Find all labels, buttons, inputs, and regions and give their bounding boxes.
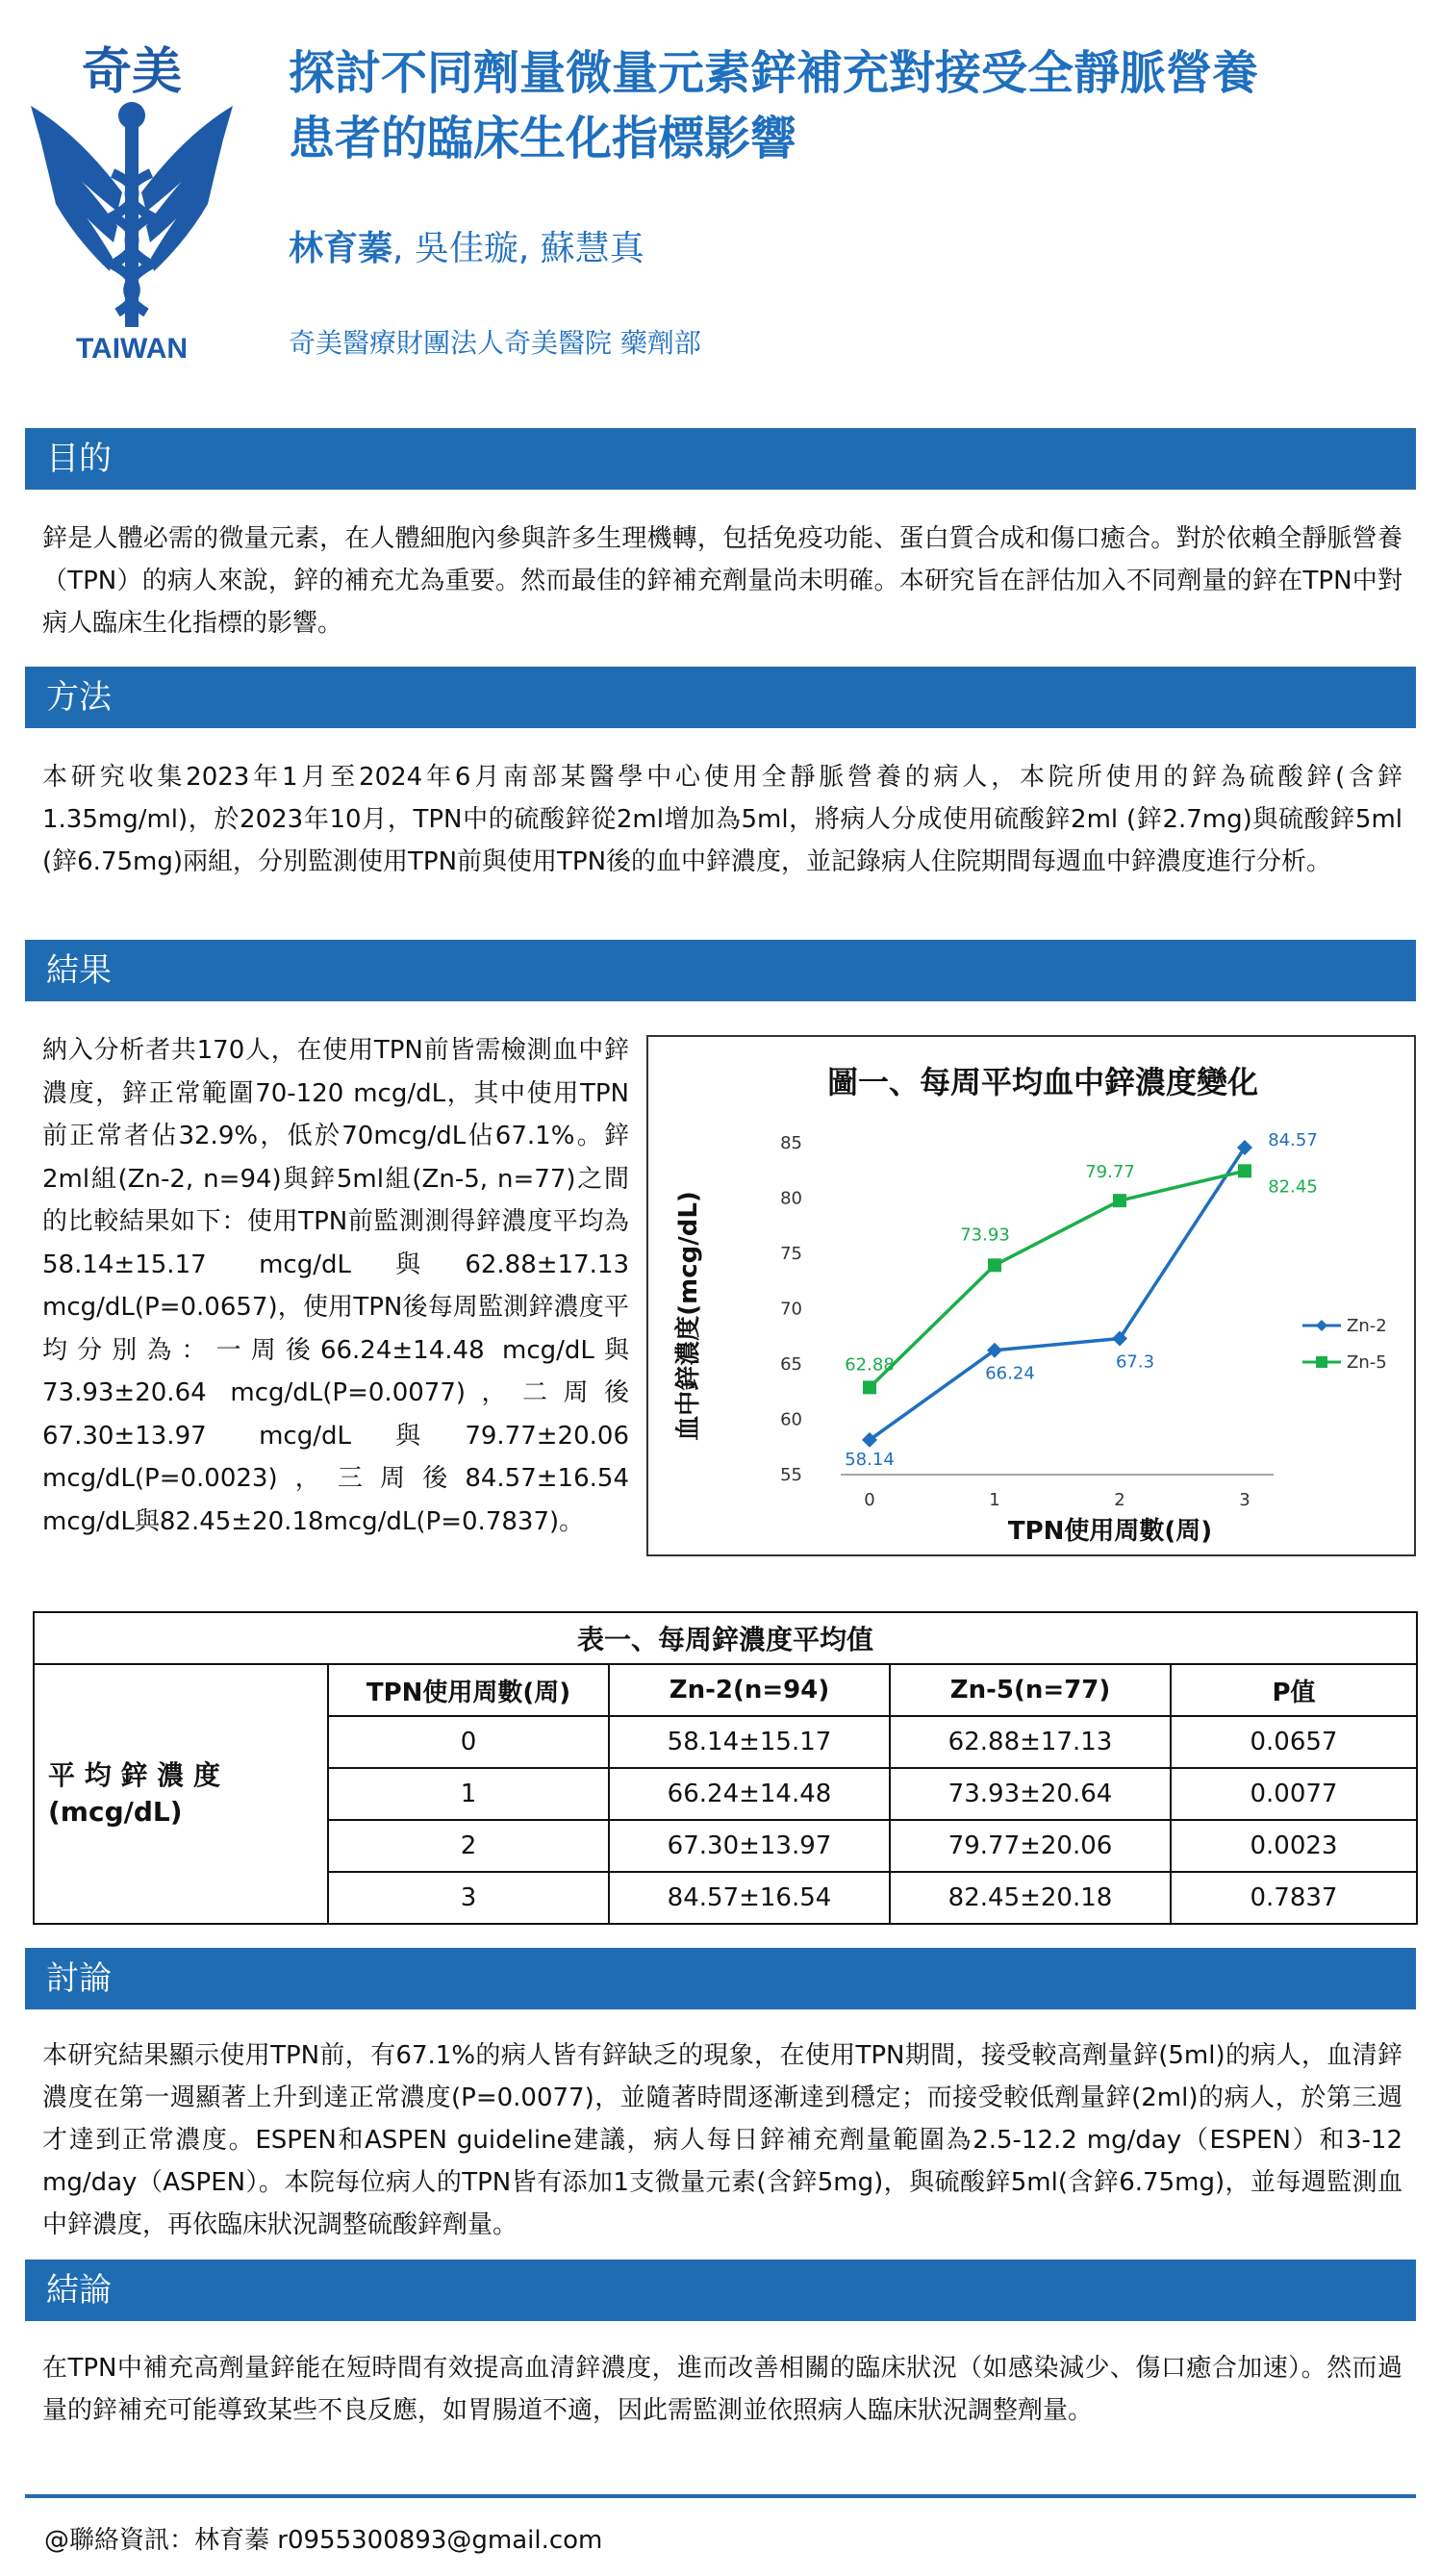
- purpose-body: 鋅是人體必需的微量元素，在人體細胞內參與許多生理機轉，包括免疫功能、蛋白質合成和傷口癒合。對於依賴全靜脈營養（TPN）的病人來說，鋅的補充尤為重要。然而最佳的鋅補充劑量尚未明確。本研究旨在評估加入不同劑量的鋅在TPN中對病人臨床生化指標的影響。: [42, 524, 1402, 638]
- x-tick-label: 1: [989, 1490, 1000, 1510]
- table-cell: 79.77±20.06: [890, 1820, 1171, 1872]
- section-heading-purpose: 目的: [25, 428, 1416, 490]
- caduceus-wings-icon: [21, 29, 242, 366]
- table-weekly-zinc: [33, 1611, 1418, 1925]
- poster-title: [289, 40, 1424, 171]
- title-line-1: 探討不同劑量微量元素鋅補充對接受全靜脈營養: [289, 46, 1259, 100]
- legend-marker: [1316, 1356, 1327, 1368]
- logo-text-bottom: TAIWAN: [75, 333, 189, 365]
- chimei-logo: [21, 29, 242, 366]
- contact-info: @聯絡資訊：林育蓁 r0955300893@gmail.com: [44, 2526, 603, 2555]
- data-label: 62.88: [845, 1354, 895, 1376]
- table-row-header: 平 均 鋅 濃 度 (mcg/dL): [34, 1664, 328, 1924]
- legend-label: Zn-5: [1347, 1352, 1387, 1373]
- table-cell: 0.0657: [1171, 1716, 1417, 1768]
- table-cell: 82.45±20.18: [890, 1872, 1171, 1924]
- table-col-zn2: Zn-2(n=94): [609, 1664, 890, 1716]
- table-caption: 表一、每周鋅濃度平均值: [34, 1612, 1417, 1664]
- table-cell: 66.24±14.48: [609, 1768, 890, 1820]
- data-label: 58.14: [845, 1449, 895, 1470]
- chart-x-axis-label: TPN使用周數(周): [1007, 1517, 1213, 1546]
- y-tick-label: 65: [780, 1354, 802, 1375]
- data-label: 67.3: [1115, 1351, 1155, 1373]
- table-cell: 0.0077: [1171, 1768, 1417, 1820]
- zinc-line-chart: [646, 1035, 1416, 1556]
- section-heading-discussion: 討論: [25, 1948, 1416, 2009]
- y-tick-label: 55: [780, 1465, 802, 1485]
- footer-divider: [25, 2494, 1416, 2498]
- affiliation: 奇美醫療財團法人奇美醫院 藥劑部: [289, 327, 701, 359]
- table-cell: 84.57±16.54: [609, 1872, 890, 1924]
- series-line-zn-2: [870, 1148, 1245, 1440]
- data-label: 84.57: [1268, 1129, 1318, 1150]
- legend-marker: [1316, 1320, 1327, 1331]
- title-line-2: 患者的臨床生化指標影響: [289, 112, 797, 165]
- data-point: [988, 1258, 1001, 1272]
- chart-title: 圖一、每周平均血中鋅濃度變化: [826, 1064, 1259, 1100]
- table-cell: 1: [328, 1768, 609, 1820]
- table-col-zn5: Zn-5(n=77): [890, 1664, 1171, 1716]
- data-label: 79.77: [1085, 1162, 1135, 1183]
- table-cell: 67.30±13.97: [609, 1820, 890, 1872]
- table-cell: 2: [328, 1820, 609, 1872]
- table-cell: 73.93±20.64: [890, 1768, 1171, 1820]
- table-cell: 58.14±15.17: [609, 1716, 890, 1768]
- x-tick-label: 3: [1239, 1490, 1251, 1510]
- section-heading-conclusion: 結論: [25, 2260, 1416, 2321]
- table-cell: 0.7837: [1171, 1872, 1417, 1924]
- y-tick-label: 80: [780, 1188, 802, 1209]
- chart-y-axis-label: 血中鋅濃度(mcg/dL): [674, 1191, 703, 1441]
- zinc-table: [33, 1611, 1418, 1925]
- data-label: 66.24: [985, 1363, 1035, 1384]
- section-heading-methods: 方法: [25, 667, 1416, 728]
- authors: [289, 221, 644, 270]
- results-body: 納入分析者共170人，在使用TPN前皆需檢測血中鋅濃度，鋅正常範圍70-120 mcg/dL，其中使用TPN前正常者佔32.9%，低於70mcg/dL佔67.1%。鋅2ml組(Zn-2, n=94)與鋅5ml組(Zn-5, n=77)之間的比較結果如下：使用TPN前監測測得鋅濃度平均為58.14±15.17 mcg/dL與62.88±17.13 mcg/dL(P=0.0657)，使用TPN後每周監測鋅濃度平均分別為：一周後66.24±14.48 mcg/dL與73.93±20.64 mcg/dL(P=0.0077)，二周後67.30±13.97 mcg/dL與79.77±20.06 mcg/dL(P=0.0023)，三周後84.57±16.54 mcg/dL與82.45±20.18mcg/dL(P=0.7837)。: [42, 1036, 629, 1536]
- author-rest: , 吳佳璇, 蘇慧真: [392, 229, 644, 268]
- section-heading-results: 結果: [25, 940, 1416, 1001]
- y-tick-label: 75: [780, 1244, 802, 1264]
- author-primary: 林育蓁: [289, 229, 393, 268]
- discussion-body: 本研究結果顯示使用TPN前，有67.1%的病人皆有鋅缺乏的現象，在使用TPN期間，接受較高劑量鋅(5ml)的病人，血清鋅濃度在第一週顯著上升到達正常濃度(P=0.0077)，並隨著時間逐漸達到穩定；而接受較低劑量鋅(2ml)的病人，於第三週才達到正常濃度。ESPEN和ASPEN guideline建議，病人每日鋅補充劑量範圍為2.5-12.2 mg/day（ESPEN）和3-12 mg/day（ASPEN）。本院每位病人的TPN皆有添加1支微量元素(含鋅5mg)，與硫酸鋅5ml(含鋅6.75mg)，並每週監測血中鋅濃度，再依臨床狀況調整硫酸鋅劑量。: [42, 2041, 1402, 2239]
- table-cell: 3: [328, 1872, 609, 1924]
- table-col-pvalue: P值: [1171, 1664, 1417, 1716]
- y-tick-label: 85: [780, 1133, 802, 1153]
- x-tick-label: 2: [1114, 1490, 1125, 1510]
- table-cell: 62.88±17.13: [890, 1716, 1171, 1768]
- data-point: [1113, 1194, 1126, 1207]
- table-col-weeks: TPN使用周數(周): [328, 1664, 609, 1716]
- table-cell: 0: [328, 1716, 609, 1768]
- data-point: [1238, 1164, 1251, 1177]
- data-point: [863, 1380, 876, 1394]
- y-tick-label: 60: [780, 1409, 802, 1430]
- y-tick-label: 70: [780, 1299, 802, 1320]
- data-label: 82.45: [1268, 1176, 1318, 1198]
- x-tick-label: 0: [864, 1490, 875, 1510]
- legend-label: Zn-2: [1347, 1316, 1387, 1336]
- data-label: 73.93: [960, 1225, 1010, 1246]
- table-cell: 0.0023: [1171, 1820, 1417, 1872]
- logo-text-top: 奇美: [81, 42, 183, 101]
- series-line-zn-5: [870, 1171, 1245, 1387]
- chart-svg: [648, 1037, 1414, 1554]
- methods-body: 本研究收集2023年1月至2024年6月南部某醫學中心使用全靜脈營養的病人，本院所使用的鋅為硫酸鋅(含鋅1.35mg/ml)，於2023年10月，TPN中的硫酸鋅從2ml增加為5ml，將病人分成使用硫酸鋅2ml (鋅2.7mg)與硫酸鋅5ml (鋅6.75mg)兩組，分別監測使用TPN前與使用TPN後的血中鋅濃度，並記錄病人住院期間每週血中鋅濃度進行分析。: [42, 763, 1402, 876]
- conclusion-body: 在TPN中補充高劑量鋅能在短時間有效提高血清鋅濃度，進而改善相關的臨床狀況（如感染減少、傷口癒合加速）。然而過量的鋅補充可能導致某些不良反應，如胃腸道不適，因此需監測並依照病人臨床狀況調整劑量。: [42, 2354, 1402, 2425]
